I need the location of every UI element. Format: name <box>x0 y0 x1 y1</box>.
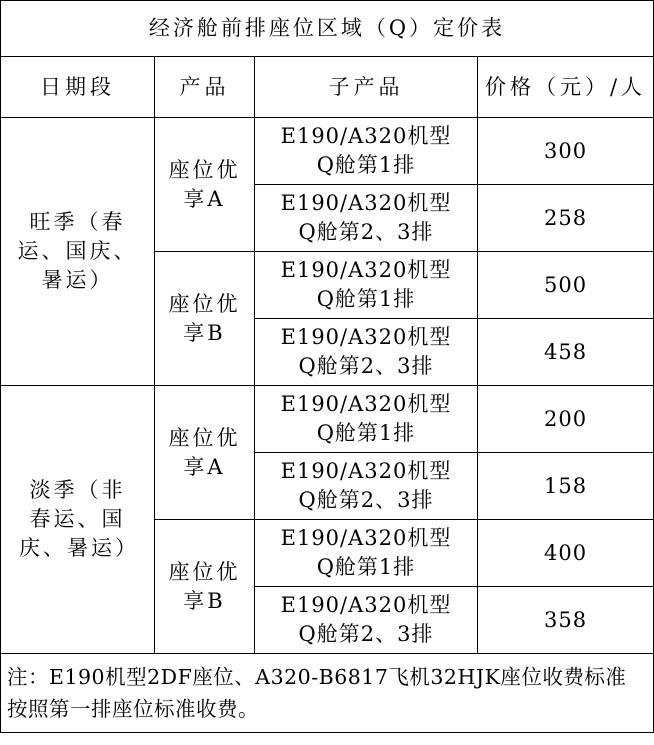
price-cell: 400 <box>478 520 654 587</box>
footnote: 注：E190机型2DF座位、A320-B6817飞机32HJK座位收费标准按照第一排座位标准收费。 <box>1 654 654 733</box>
product-b-offpeak: 座位优享B <box>155 520 255 654</box>
price-cell: 458 <box>478 319 654 386</box>
period-peak: 旺季（春运、国庆、暑运） <box>1 118 155 386</box>
product-b-peak: 座位优享B <box>155 252 255 386</box>
subproduct-cell: E190/A320机型Q舱第1排 <box>255 386 478 453</box>
product-a-peak: 座位优享A <box>155 118 255 252</box>
product-a-offpeak: 座位优享A <box>155 386 255 520</box>
subproduct-cell: E190/A320机型Q舱第2、3排 <box>255 185 478 252</box>
subproduct-cell: E190/A320机型Q舱第2、3排 <box>255 453 478 520</box>
price-cell: 200 <box>478 386 654 453</box>
subproduct-cell: E190/A320机型Q舱第2、3排 <box>255 319 478 386</box>
subproduct-cell: E190/A320机型Q舱第1排 <box>255 520 478 587</box>
price-cell: 158 <box>478 453 654 520</box>
subproduct-cell: E190/A320机型Q舱第2、3排 <box>255 587 478 654</box>
table-title: 经济舱前排座位区域（Q）定价表 <box>1 1 654 57</box>
header-price: 价格（元）/人 <box>478 57 654 118</box>
header-period: 日期段 <box>1 57 155 118</box>
header-subproduct: 子产品 <box>255 57 478 118</box>
price-cell: 258 <box>478 185 654 252</box>
subproduct-cell: E190/A320机型Q舱第1排 <box>255 118 478 185</box>
period-offpeak: 淡季（非春运、国庆、暑运） <box>1 386 155 654</box>
price-cell: 300 <box>478 118 654 185</box>
header-product: 产品 <box>155 57 255 118</box>
subproduct-cell: E190/A320机型Q舱第1排 <box>255 252 478 319</box>
price-cell: 500 <box>478 252 654 319</box>
price-cell: 358 <box>478 587 654 654</box>
